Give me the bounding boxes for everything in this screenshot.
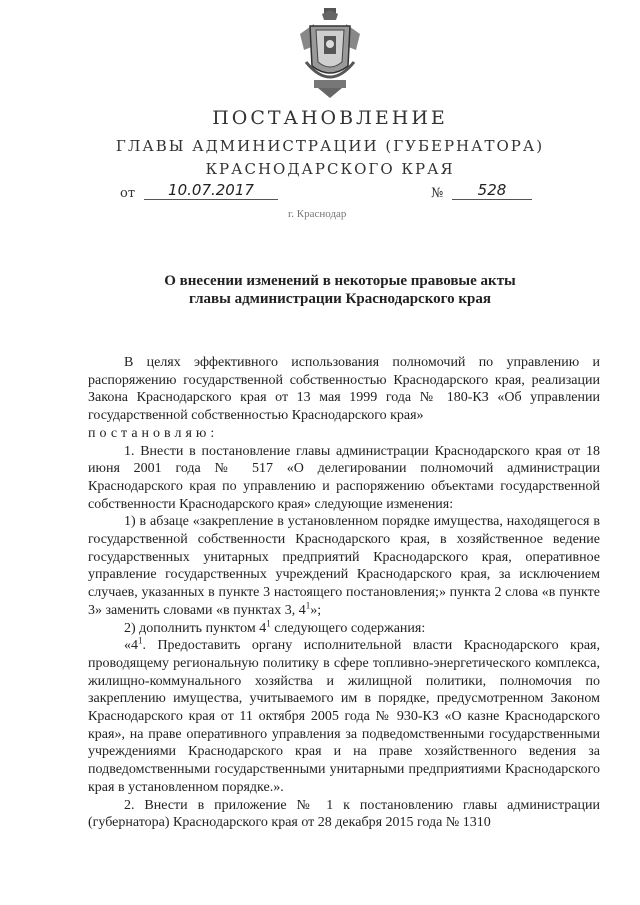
document-date: 10.07.2017 — [144, 181, 278, 200]
subitem-2-end: следующего содержания: — [270, 620, 426, 636]
date-prefix: от — [120, 186, 136, 201]
item-1-paragraph: 1. Внести в постановление главы администрации Краснодарского края от 18 июня 2001 года № 517 «О делегировании полномочий администрации Краснодарского края по управлению и распоряжению объектами государственной собственности Краснодарского края» следующие изменения: — [88, 443, 600, 512]
superscript: 1 — [138, 635, 143, 646]
clause-4-1-start: «4 — [124, 638, 138, 654]
number-prefix: № — [431, 186, 444, 201]
coat-of-arms-emblem — [294, 6, 366, 102]
subitem-1-text: 1) в абзаце «закрепление в установленном порядке имущества, находящегося в государственной собственности Краснодарского края, в хозяйственное ведение государственных унитарных предприятий Краснодарского края, оперативное управление государственных учреждений Краснодарского края, за исключением случаев, указанных в пункте 3 настоящего постановления;» пункта 2 слова «в пункте 3» заменить словами «в пунктах 3, 4 — [88, 514, 600, 618]
document-title-line-1: О внесении изменений в некоторые правовые акты — [164, 273, 516, 289]
authority-line-2: КРАСНОДАРСКОГО КРАЯ — [205, 160, 455, 178]
document-body — [88, 354, 600, 832]
decree-word: постановляю: — [88, 425, 219, 441]
subitem-2-paragraph — [88, 617, 600, 638]
document-type-heading: ПОСТАНОВЛЕНИЕ — [212, 107, 448, 129]
clause-4-1-text: . Предоставить органу исполнительной власти Краснодарского края, проводящему региональную политику в сфере топливно-энергетического комплекса, жилищно-коммунального хозяйства и жилищной политики, полномочия по закреплению имущества, учитываемого им в порядке, предусмотренном Законом Краснодарского края от 11 октября 2005 года № 930-КЗ «О казне Краснодарского края», на праве оперативного управления за подведомственными государственными учреждениями Краснодарского края и на праве хозяйственного ведения за подведомственными государственными унитарными предприятиями Краснодарского края в установленном порядке.». — [88, 638, 600, 795]
city-name: г. Краснодар — [288, 208, 347, 220]
authority-line-1: ГЛАВЫ АДМИНИСТРАЦИИ (ГУБЕРНАТОРА) — [115, 137, 545, 155]
document-title-line-2: главы администрации Краснодарского края — [189, 291, 491, 307]
superscript: 1 — [305, 600, 311, 611]
document-number: 528 — [452, 181, 532, 200]
subitem-1-paragraph — [88, 513, 600, 619]
preamble-paragraph: В целях эффективного использования полномочий по управлению и распоряжению государственной собственностью Краснодарского края, реализации Закона Краснодарского края от 13 мая 1999 года № 180-КЗ «Об управлении государственной собственностью Краснодарского края» — [88, 355, 600, 424]
subitem-2-start: 2) дополнить пунктом 4 — [124, 620, 267, 636]
superscript: 1 — [266, 617, 271, 628]
clause-4-1-paragraph — [88, 637, 600, 796]
item-2-paragraph: 2. Внести в приложение № 1 к постановлению главы администрации (губернатора) Краснодарского края от 28 декабря 2015 года № 1310 — [88, 797, 600, 831]
subitem-1-end: »; — [310, 602, 322, 618]
